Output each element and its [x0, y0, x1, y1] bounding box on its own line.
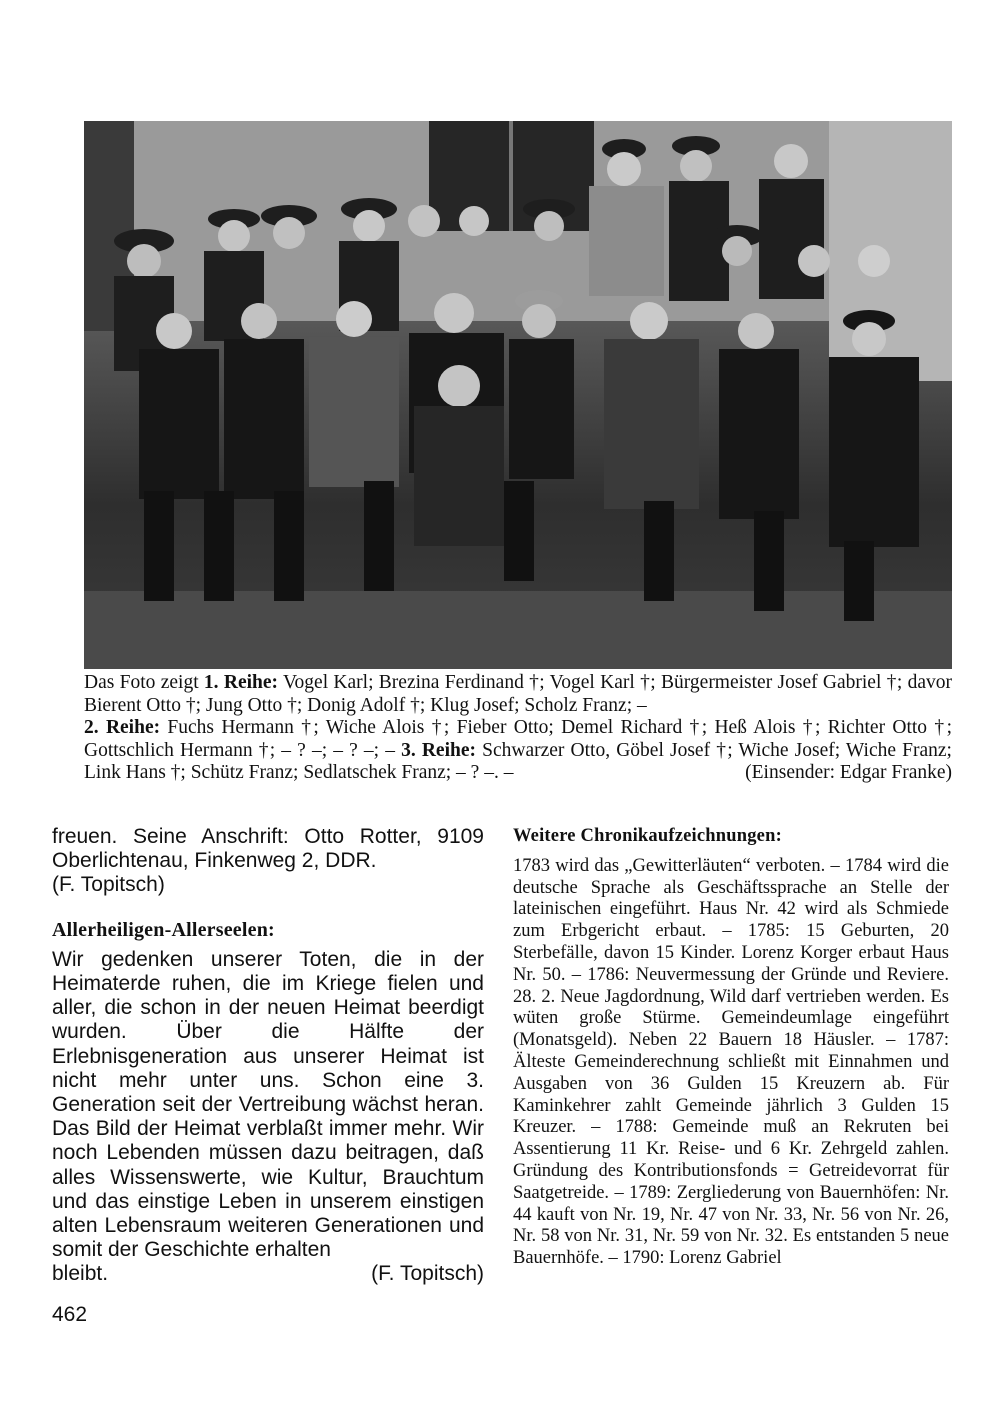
chronik-body: 1783 wird das „Gewitterläuten“ verboten. – 1784 wird die deutsche Sprache als Geschäftssprache an Stelle der lateinischen eingeführt. Haus Nr. 42 wird als Schmiede zum Erbgericht erbaut. – 1785: 15 Geburten, 20 Sterbefälle, davon 15 Kinder. Lorenz Korger erbaut Haus Nr. 50. – 1786: Neuvermessung der Gründe und Reviere. 28. 2. Neue Jagdordnung, Wild darf vertrieben werden. Es wüten große Stürme. Gemeindeumlage eingeführt (Monatsgeld). Neben 22 Bauern 18 Häusler. – 1787: Älteste Gemeinderechnung schließt mit Einnahmen und Ausgaben von 36 Gulden 15 Kreuzern ab. Für Kaminkehrer zahlt Gemeinde jährlich 3 Gulden 15 Kreuzer. – 1788: Gemeinde muß an Rekruten bei Assentierung 11 Kr. Reise- und 6 Kr. Zehrgeld zahlen. Gründung des Kontributionsfonds = Getreidevorrat für Saatgetreide. – 1789: Zergliederung von Bauernhöfen: Nr. 44 kauft von Nr. 19, Nr. 47 von Nr. 33, Nr. 56 von Nr. 26, Nr. 58 von Nr. 31, Nr. 59 von Nr. 32. Es entstanden 5 neue Bauernhöfe. – 1790: Lorenz Gabriel	[513, 855, 949, 1269]
group-photo	[84, 121, 952, 669]
closing-signature: (F. Topitsch)	[371, 1262, 484, 1286]
caption-intro: Das Foto zeigt	[84, 672, 204, 693]
closing-line	[52, 1262, 484, 1286]
caption-row2-text: Fuchs Hermann †; Wiche Alois †; Fieber Otto; Demel Richard †; Heß Alois †; Richter Otto †; Gottschlich Hermann †; – ? –; – ? –; –	[84, 717, 952, 761]
caption-row3-text: Schwarzer Otto, Göbel Josef †; Wiche Josef; Wiche Franz; Link Hans †; Schütz Franz; Sedlatschek Franz; – ? –. –	[84, 739, 952, 783]
right-column	[513, 826, 949, 1270]
section-heading-allerheiligen: Allerheiligen-Allerseelen:	[52, 918, 275, 941]
allerheiligen-body: Wir gedenken unserer Toten, die in der Heimaterde ruhen, die im Kriege fielen und aller, die schon in der neuen Heimat beerdigt wurden. Über die Hälfte der Erlebnisgeneration aus unserer Heimat ist nicht mehr unter uns. Schon eine 3. Generation seit der Vertreibung wächst heran. Das Bild der Heimat verblaßt immer mehr. Wir noch Lebenden müssen dazu beitragen, daß alles Wissenswerte, wie Kultur, Brauchtum und das einstige Leben in unserem einstigen alten Lebensraum weiteren Generationen und somit der Geschichte erhalten	[52, 947, 484, 1262]
section-heading-chronik: Weitere Chronikaufzeichnungen:	[513, 826, 782, 846]
caption-row1-text: Vogel Karl; Brezina Ferdinand †; Vogel Karl †; Bürgermeister Josef Gabriel †; davor Bierent Otto †; Jung Otto †; Donig Adolf †; Klug Josef; Scholz Franz; –	[84, 672, 952, 716]
caption-sender: (Einsender: Edgar Franke)	[745, 762, 952, 783]
address-signature: (F. Topitsch)	[52, 873, 165, 897]
closing-word: bleibt.	[52, 1262, 109, 1286]
left-column	[52, 825, 484, 1287]
photo-caption	[84, 672, 952, 785]
page-number: 462	[52, 1303, 88, 1326]
group-photo-illustration	[84, 121, 952, 669]
address-text: freuen. Seine Anschrift: Otto Rotter, 9109 Oberlichtenau, Finkenweg 2, DDR.	[52, 825, 484, 873]
caption-row3-label: 3. Reihe:	[401, 739, 476, 761]
caption-row1-label: 1. Reihe:	[203, 672, 279, 693]
caption-row2-label: 2. Reihe:	[84, 717, 161, 738]
